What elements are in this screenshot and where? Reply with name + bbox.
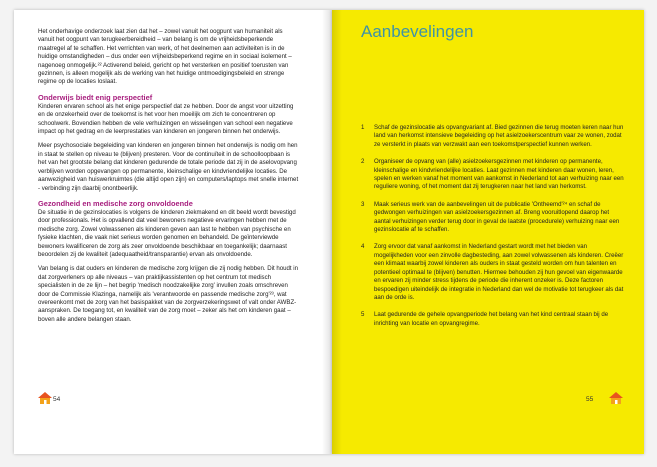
house-icon	[609, 392, 623, 404]
heading-onderwijs: Onderwijs biedt enig perspectief	[38, 92, 153, 102]
paragraph-psychosociaal: Meer psychosociale begeleiding van kinderen en jongeren binnen het onderwijs is nodig om hen in staat te stellen op niveau te (blijven) presteren. Voor de continuïteit in de schoolloopbaan is het van het grootste belang dat kinderen gedurende de totale periode dat zij in de aselovopvang verblijven worden opgevangen op permanente, kleinschalige en kindvriendelijke locaties. De aanwezigheid van huiswerkruimtes (die altijd open zijn) en computers/laptops met snelle internet - verbinding zijn daarbij onontbeerlijk.	[38, 142, 299, 192]
list-item-number: 4	[361, 243, 365, 251]
page-number-left: 54	[53, 396, 61, 403]
list-item-text: Maak serieus werk van de aanbevelingen uit de publicatie 'Ontheemd'²⁴ en schaf de gedwongen verhuizingen van asielzoekersgezinnen af. Breng vooruitlopend daarop het aantal verhuizingen verder terug door in geval de laatste (procedurele) verhuizing naar een gezinslocatie af te schaffen.	[374, 200, 620, 234]
list-item	[361, 311, 625, 328]
list-item-text: Organiseer de opvang van (alle) asielzoekersgezinnen met kinderen op permanente, kleinschalige en kindvriendelijke locaties. Laat gezinnen met kinderen daar wonen, leren, spelen en werken vanaf het moment van aankomst in Nederland tot aan verhuizing naar een reguliere woning, of het moment dat zij terugkeren naar het land van herkomst.	[374, 158, 624, 191]
paragraph-gezondheid: De situatie in de gezinslocaties is volgens de kinderen ziekmakend en dit beeld wordt bevestigd door professionals. Het is opvallend dat veel bewoners negatieve ervaringen hebben met de medische zorg. Zowel volwassenen als kinderen geven aan last te hebben van psychische en fysieke klachten, die vaak niet serieus worden genomen en behandeld. De geïnterviewde bewoners kwalificeren de zorg als zeer onvoldoende beschikbaar en toegankelijk; daarnaast beoordelen zij de kwaliteit (adequaatheid/transparantie) ervan als onvoldoende.	[38, 208, 296, 258]
list-item	[361, 124, 625, 149]
list-item-number: 3	[361, 200, 365, 208]
house-icon	[38, 392, 52, 404]
list-item-text: Schaf de gezinslocatie als opvangvariant af. Bied gezinnen die terug moeten keren naar hun land van herkomst intensieve begeleiding op het asielzoekerscentrum vaar ze wonen, zodat ze versterkt in plaats van verzwakt aan een toekomstperspectief kunnen werken.	[374, 124, 624, 148]
list-item-number: 2	[361, 158, 365, 166]
list-item-number: 5	[361, 311, 365, 319]
page-number-right: 55	[586, 396, 594, 403]
left-page-text	[38, 28, 300, 330]
page-title: Aanbevelingen	[361, 22, 474, 41]
recommendations-list	[361, 124, 625, 337]
intro-paragraph: Het onderhavige onderzoek laat zien dat het – zowel vanuit het oogpunt van humaniteit als vanuit het oogpunt van terugkeerbereidheid – van belang is om de vrijheidsbeperkende maatregel af te schaffen. Het verrichten van werk, of het deelnemen aan activiteiten is in de huidige omstandigheden – dus onder een vrijheidsbeperkend regime en in sociaal isolement – nagenoeg onmogelijk.²² Activerend beleid, gericht op het versterken en positief toerusten van gezinnen, is alleen mogelijk als de werking van het huidige ontmoedigingsbeleid en strenge regime op de locaties loslaat.	[38, 28, 292, 86]
list-item-number: 1	[361, 124, 365, 131]
list-item	[361, 158, 625, 192]
list-item-text: Laat gedurende de gehele opvangperiode het belang van het kind centraal staan bij de inrichting van locatie en opvangregime.	[374, 311, 609, 327]
paragraph-medische-zorg: Van belang is dat ouders en kinderen de medische zorg krijgen die zij nodig hebben. Dit houdt in dat zorgverleners op alle niveaus – van praktijkassistenten op het centrum tot medisch specialisten in de ze lijn – het begrip 'medisch noodzakelijke zorg' invullen zoals omschreven door de Commissie Klazinga, namelijk als 'verantwoorde en passende medische zorg'²³, wat overeenkomt met de zorg van het basispakket van de zorgverzekeringswet of valt onder AWBZ-aanspraken. De toegang tot, en kwaliteit van de zorg moet – zeker als het om kinderen gaat – boven alle andere belangen staan.	[38, 265, 299, 323]
list-item-text: Zorg ervoor dat vanaf aankomst in Nederland gestart wordt met het bieden van mogelijkheden voor een zinvolle dagbesteding, aan zowel volwassenen als kinderen. Creëer een klimaat waarbij zowel kinderen als ouders in staat gesteld worden om hun talenten en potentieel optimaal te (blijven) benutten. Hiermee behouden zij hun gevoel van eigenwaarde en ervaren zij minder stress tijdens de periode die inherent onzeker is. Deze factoren bespoedigen uiteindelijk de integratie in Nederland dan wel de motivatie tot terugkeer als dat aan de orde is.	[374, 243, 624, 301]
paragraph-onderwijs: Kinderen ervaren school als het enige perspectief dat ze hebben. Door de angst voor uitzetting en de onzekerheid over de toekomst is het voor hen moeilijk om zich te concentreren op schoolwerk. Bovendien hebben de vele verhuizingen en wisselingen van school een negatieve impact op het gedrag en de leerprestaties van kinderen en jongeren binnen het onderwijs.	[38, 102, 294, 136]
list-item	[361, 243, 625, 302]
heading-gezondheid: Gezondheid en medische zorg onvoldoende	[38, 198, 193, 208]
list-item	[361, 201, 625, 235]
